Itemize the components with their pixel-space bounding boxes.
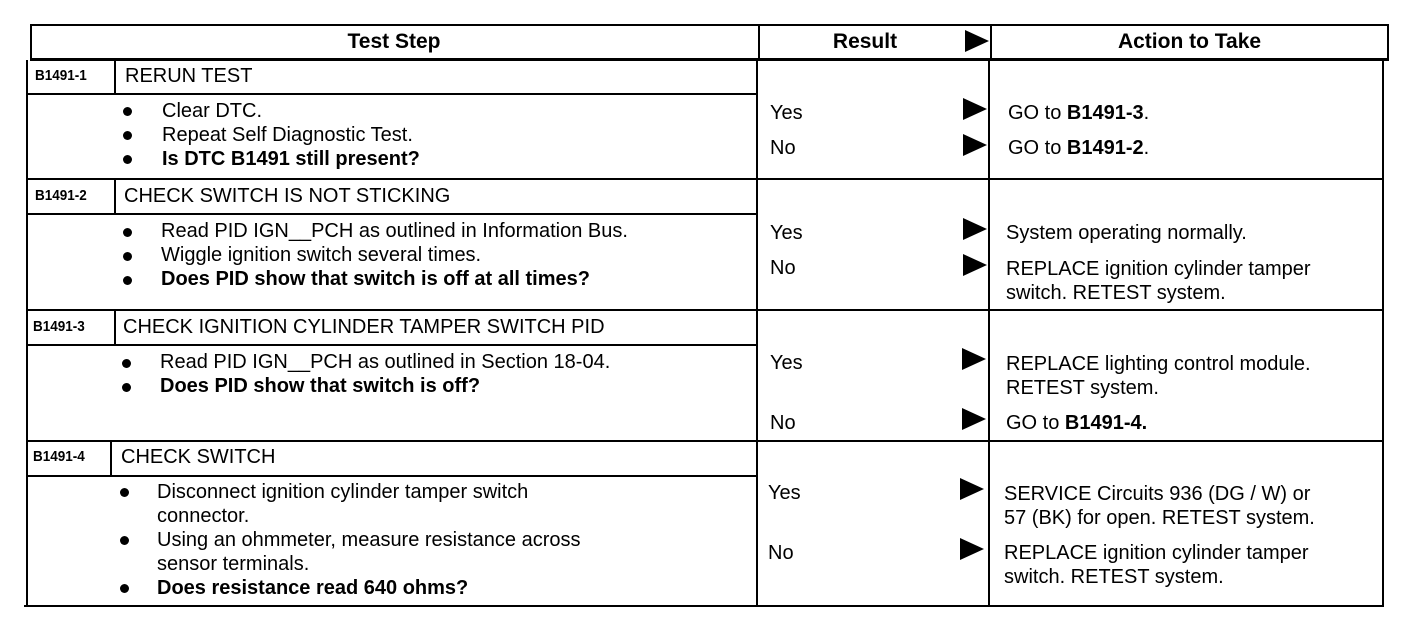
result-label: Yes: [770, 222, 803, 244]
bullet-text: Repeat Self Diagnostic Test.: [162, 124, 413, 146]
action-text: 57 (BK) for open. RETEST system.: [1004, 507, 1315, 529]
bullet-text: Read PID IGN__PCH as outlined in Section 18-04.: [160, 351, 611, 373]
header-result: Result: [832, 30, 898, 53]
bullet-dot: [123, 252, 132, 261]
action-text: GO to B1491-4.: [1006, 412, 1148, 434]
header-test-step: Test Step: [347, 30, 441, 53]
result-label: Yes: [770, 102, 803, 124]
step-title-1: RERUN TEST: [125, 65, 253, 87]
result-arrow: [963, 218, 987, 240]
header-arrow: [965, 30, 989, 52]
action-text: GO to B1491-3.: [1008, 102, 1150, 124]
action-text: SERVICE Circuits 936 (DG / W) or: [1004, 483, 1311, 505]
step-title-4: CHECK SWITCH: [121, 446, 276, 468]
result-label: No: [770, 257, 796, 279]
bullet-dot: [122, 359, 131, 368]
bullet-dot: [120, 584, 129, 593]
result-arrow: [963, 98, 987, 120]
result-arrow: [963, 134, 987, 156]
result-arrow: [960, 538, 984, 560]
bullet-dot: [120, 536, 129, 545]
result-arrow: [962, 408, 986, 430]
bullet-question: Does PID show that switch is off at all times?: [161, 268, 590, 290]
bullet-text: sensor terminals.: [157, 553, 310, 575]
result-label: No: [768, 542, 794, 564]
bullet-dot: [123, 107, 132, 116]
step-code-3: B1491-3: [33, 318, 85, 335]
bullet-text: Wiggle ignition switch several times.: [161, 244, 482, 266]
bullet-dot: [123, 276, 132, 285]
step-title-3: CHECK IGNITION CYLINDER TAMPER SWITCH PID: [123, 316, 605, 338]
bullet-question: Does resistance read 640 ohms?: [157, 577, 469, 599]
result-label: No: [770, 137, 796, 159]
result-label: No: [770, 412, 796, 434]
bullet-dot: [120, 488, 129, 497]
header-action: Action to Take: [1117, 30, 1262, 53]
step-code-2: B1491-2: [35, 187, 87, 204]
bullet-dot: [123, 131, 132, 140]
step-code-4: B1491-4: [33, 448, 85, 465]
bullet-text: connector.: [157, 505, 250, 527]
bullet-text: Using an ohmmeter, measure resistance across: [157, 529, 581, 551]
result-arrow: [960, 478, 984, 500]
step-code-1: B1491-1: [35, 67, 87, 84]
step-title-2: CHECK SWITCH IS NOT STICKING: [124, 185, 451, 207]
bullet-dot: [123, 228, 132, 237]
bullet-text: Read PID IGN__PCH as outlined in Information Bus.: [161, 220, 628, 242]
result-label: Yes: [770, 352, 803, 374]
action-text: switch. RETEST system.: [1006, 282, 1226, 304]
result-label: Yes: [768, 482, 801, 504]
bullet-text: Disconnect ignition cylinder tamper switch: [157, 481, 529, 503]
action-text: RETEST system.: [1006, 377, 1159, 399]
action-text: REPLACE ignition cylinder tamper: [1006, 258, 1311, 280]
bullet-dot: [123, 155, 132, 164]
action-text: GO to B1491-2.: [1008, 137, 1150, 159]
bullet-question: Does PID show that switch is off?: [160, 375, 481, 397]
action-text: REPLACE lighting control module.: [1006, 353, 1311, 375]
action-text: REPLACE ignition cylinder tamper: [1004, 542, 1309, 564]
result-arrow: [963, 254, 987, 276]
action-text: switch. RETEST system.: [1004, 566, 1224, 588]
result-arrow: [962, 348, 986, 370]
bullet-text: Clear DTC.: [162, 100, 263, 122]
bullet-dot: [122, 383, 131, 392]
bullet-question: Is DTC B1491 still present?: [162, 148, 420, 170]
action-text: System operating normally.: [1006, 222, 1247, 244]
